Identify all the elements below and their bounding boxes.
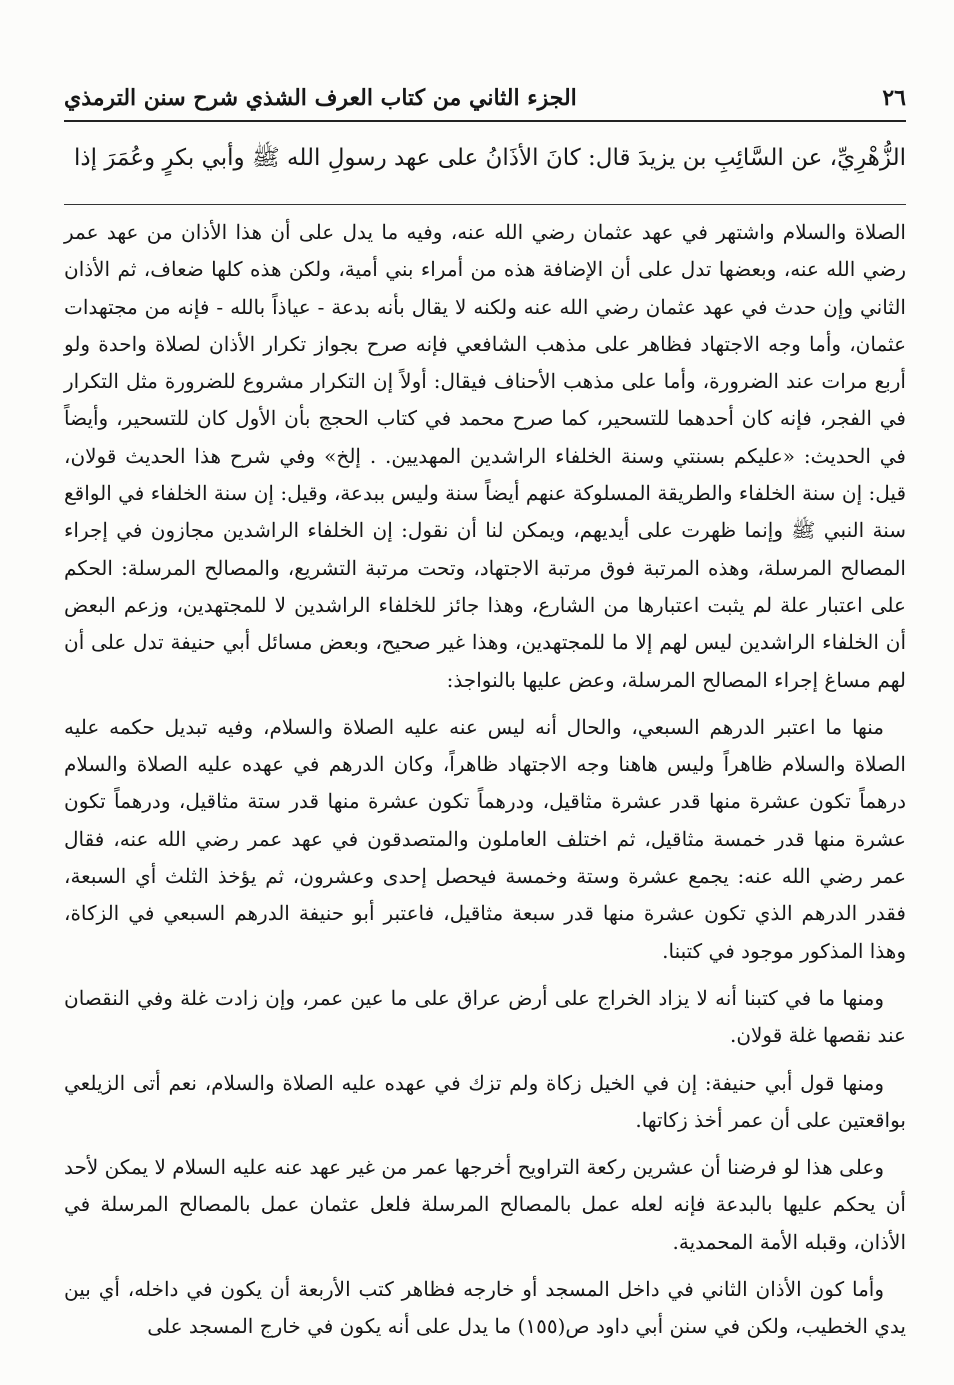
paragraph: ومنها قول أبي حنيفة: إن في الخيل زكاة ولم تزك في عهده عليه الصلاة والسلام، نعم أتى الزيلعي بواقعتين على أن عمر أخذ زكاتها. [64,1070,906,1132]
paragraph: ومنها ما في كتبنا أنه لا يزاد الخراج على أرض عراق على ما عين عمر، وإن زادت غلة وفي النقصان عند نقصها غلة قولان. [64,985,906,1048]
header-rule [64,120,906,122]
paragraph: وعلى هذا لو فرضنا أن عشرين ركعة التراويح أخرجها عمر من غير عهد عنه عليه السلام لا يمكن لأحد أن يحكم عليها بالبدعة فإنه لعله عمل بالمصالح المرسلة فلعل عثمان عمل بالمصالح المرسلة في الأذان، وقبله الأمة المحمدية. [64,1155,906,1254]
running-title: الجزء الثاني من كتاب العرف الشذي شرح سنن الترمذي [64,85,577,111]
commentary-body [64,214,906,1356]
paragraph: الصلاة والسلام واشتهر في عهد عثمان رضي الله عنه، وفيه ما يدل على أن هذا الأذان من عهد عمر رضي الله عنه، وبعضها تدل على أن الإضافة هذه من أمراء بني أمية، ولكن هذه كلها ضعاف، ثم الأذان الثاني وإن حدث في عهد عثمان رضي الله عنه ولكنه لا يقال بأنه بدعة - عياذاً بالله - فإنه من مجتهدات عثمان، وأما وجه الاجتهاد فظاهر على مذهب الشافعي فإنه صرح بجواز تكرار الأذان لصلاة واحدة ولو أربع مرات عند الضرورة، وأما على مذهب الأحناف فيقال: أولاً إن التكرار مشروع للضرورة مثل التكرار في الفجر، فإنه كان أحدهما للتسحير، كما صرح محمد في كتاب الحجج بأن الأول كان للتسحير، وأيضاً في الحديث: «عليكم بسنتي وسنة الخلفاء الراشدين المهديين. . إلخ» وفي شرح هذا الحديث قولان، قيل: إن سنة الخلفاء والطريقة المسلوكة عنهم أيضاً سنة وليس ببدعة، وقيل: إن سنة الخلفاء في الواقع سنة النبي ﷺ وإنما ظهرت على أيديهم، ويمكن لنا أن نقول: إن الخلفاء الراشدين مجازون في إجراء المصالح المرسلة، وهذه المرتبة فوق مرتبة الاجتهاد، وتحت مرتبة التشريع، والمصالح المرسلة: الحكم على اعتبار علة لم يثبت اعتبارها من الشارع، وهذا جائز للخلفاء الراشدين لا للمجتهدين، وزعم البعض أن الخلفاء الراشدين ليس لهم إلا ما للمجتهدين، وهذا غير صحيح، وبعض مسائل أبي حنيفة تدل على أن لهم مساغ إجراء المصالح المرسلة، وعض عليها بالنواجذ: [64,220,906,692]
paragraph: منها ما اعتبر الدرهم السبعي، والحال أنه ليس عنه عليه الصلاة والسلام، وفيه تبديل حكمه عليه الصلاة والسلام ظاهراً وليس هاهنا وجه الاجتهاد ظاهراً، وكان الدرهم في عهده عليه الصلاة والسلام درهماً تكون عشرة منها قدر عشرة مثاقيل، ودرهماً تكون عشرة منها قدر ستة مثاقيل، ودرهماً تكون عشرة منها قدر خمسة مثاقيل، ثم اختلف العاملون والمتصدقون في عهد عمر رضي الله عنه، فقال عمر رضي الله عنه: يجمع عشرة وستة وخمسة فيحصل إحدى وعشرون، ثم يؤخذ الثلث أي السبعة، فقدر الدرهم الذي تكون عشرة منها قدر سبعة مثاقيل، فاعتبر أبو حنيفة الدرهم السبعي في الزكاة، وهذا المذكور موجود في كتبنا. [64,714,907,963]
commentary-divider [64,204,906,205]
hadith-text: الزُّهْرِيِّ، عن السَّائِبِ بن يزيدَ قال: كانَ الأذَانُ على عهد رسولِ الله ﷺ وأبي بكرٍ وعُمَرَ إذا [74,145,906,171]
page-number: ٢٦ [882,85,906,111]
page-header [64,76,906,120]
paragraph: وأما كون الأذان الثاني في داخل المسجد أو خارجه فظاهر كتب الأربعة أن يكون في داخله، أي بين يدي الخطيب، ولكن في سنن أبي داود ص(١٥٥) ما يدل على أنه يكون في خارج المسجد على [64,1277,906,1339]
